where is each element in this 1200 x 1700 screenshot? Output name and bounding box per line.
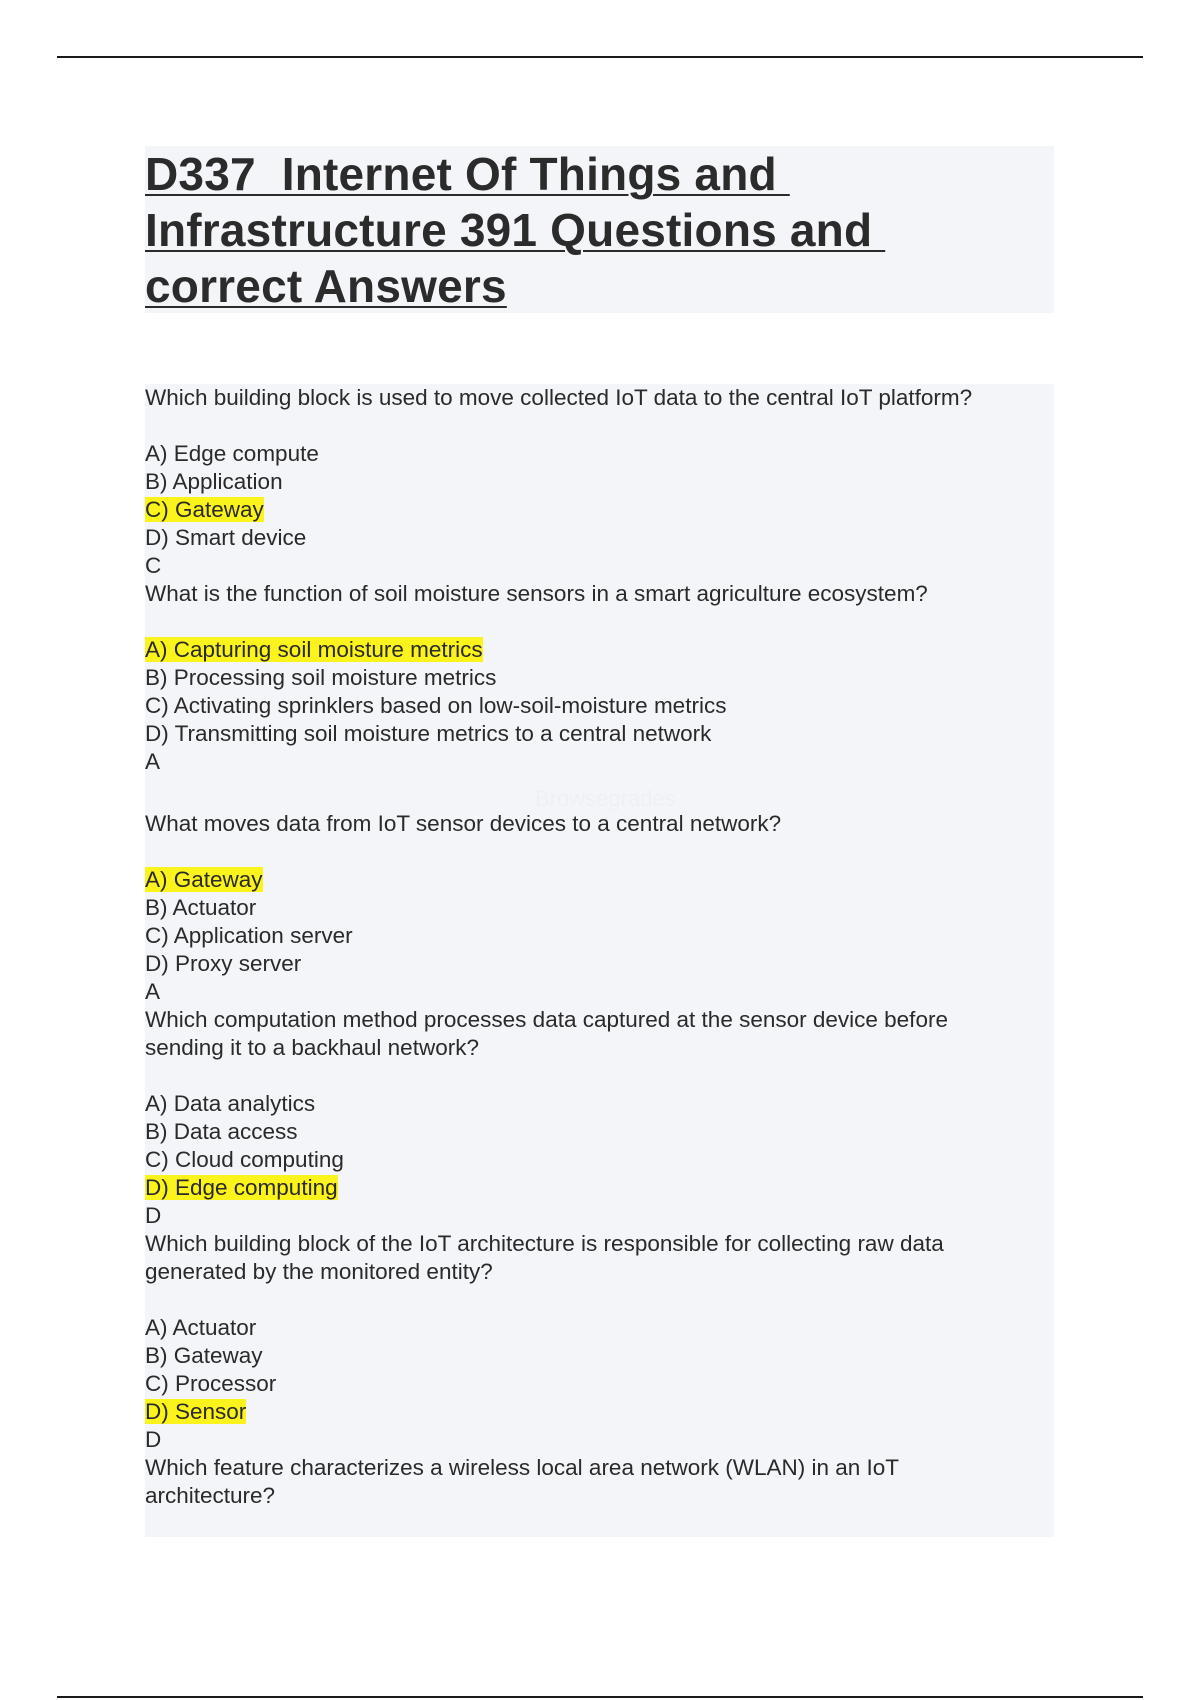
option: B) Data access — [145, 1119, 298, 1144]
questions-block — [145, 384, 1054, 1537]
question-text: Which feature characterizes a wireless local area network (WLAN) in an IoT — [145, 1455, 900, 1480]
correct-option-highlight: D) Sensor — [145, 1399, 247, 1424]
question-text: generated by the monitored entity? — [145, 1259, 493, 1284]
title-line-3: correct Answers — [145, 260, 507, 312]
answer-letter: D — [145, 1203, 162, 1228]
bottom-rule — [57, 1696, 1143, 1698]
answer-letter: C — [145, 553, 162, 578]
option: B) Processing soil moisture metrics — [145, 665, 497, 690]
option: D) Transmitting soil moisture metrics to a central network — [145, 721, 712, 746]
question-text: Which building block of the IoT architecture is responsible for collecting raw data — [145, 1231, 944, 1256]
questions-content — [145, 384, 1054, 1510]
question-text: Which computation method processes data captured at the sensor device before — [145, 1007, 948, 1032]
option: C) Application server — [145, 923, 353, 948]
option: D) Proxy server — [145, 951, 302, 976]
option: B) Actuator — [145, 895, 257, 920]
correct-option-highlight: A) Gateway — [145, 867, 263, 892]
question-text: What moves data from IoT sensor devices to a central network? — [145, 811, 782, 836]
question-text: Which building block is used to move collected IoT data to the central IoT platform? — [145, 385, 973, 410]
correct-option-highlight: A) Capturing soil moisture metrics — [145, 637, 483, 662]
option: A) Data analytics — [145, 1091, 316, 1116]
option: A) Actuator — [145, 1315, 257, 1340]
option: C) Activating sprinklers based on low-soil-moisture metrics — [145, 693, 727, 718]
document-title — [145, 146, 1054, 314]
question-text: What is the function of soil moisture sensors in a smart agriculture ecosystem? — [145, 581, 928, 606]
top-rule — [57, 56, 1143, 58]
answer-letter: D — [145, 1427, 162, 1452]
title-line-1: D337 Internet Of Things and — [145, 148, 790, 200]
option: B) Application — [145, 469, 283, 494]
title-block — [145, 146, 1054, 313]
watermark-text: Browsegrades — [535, 786, 676, 811]
answer-letter: A — [145, 979, 161, 1004]
question-text: architecture? — [145, 1483, 276, 1508]
option: C) Cloud computing — [145, 1147, 344, 1172]
option: A) Edge compute — [145, 441, 319, 466]
title-line-2: Infrastructure 391 Questions and — [145, 204, 886, 256]
correct-option-highlight: D) Edge computing — [145, 1175, 338, 1200]
option: D) Smart device — [145, 525, 307, 550]
question-text: sending it to a backhaul network? — [145, 1035, 479, 1060]
option: B) Gateway — [145, 1343, 263, 1368]
answer-letter: A — [145, 749, 161, 774]
correct-option-highlight: C) Gateway — [145, 497, 264, 522]
option: C) Processor — [145, 1371, 277, 1396]
